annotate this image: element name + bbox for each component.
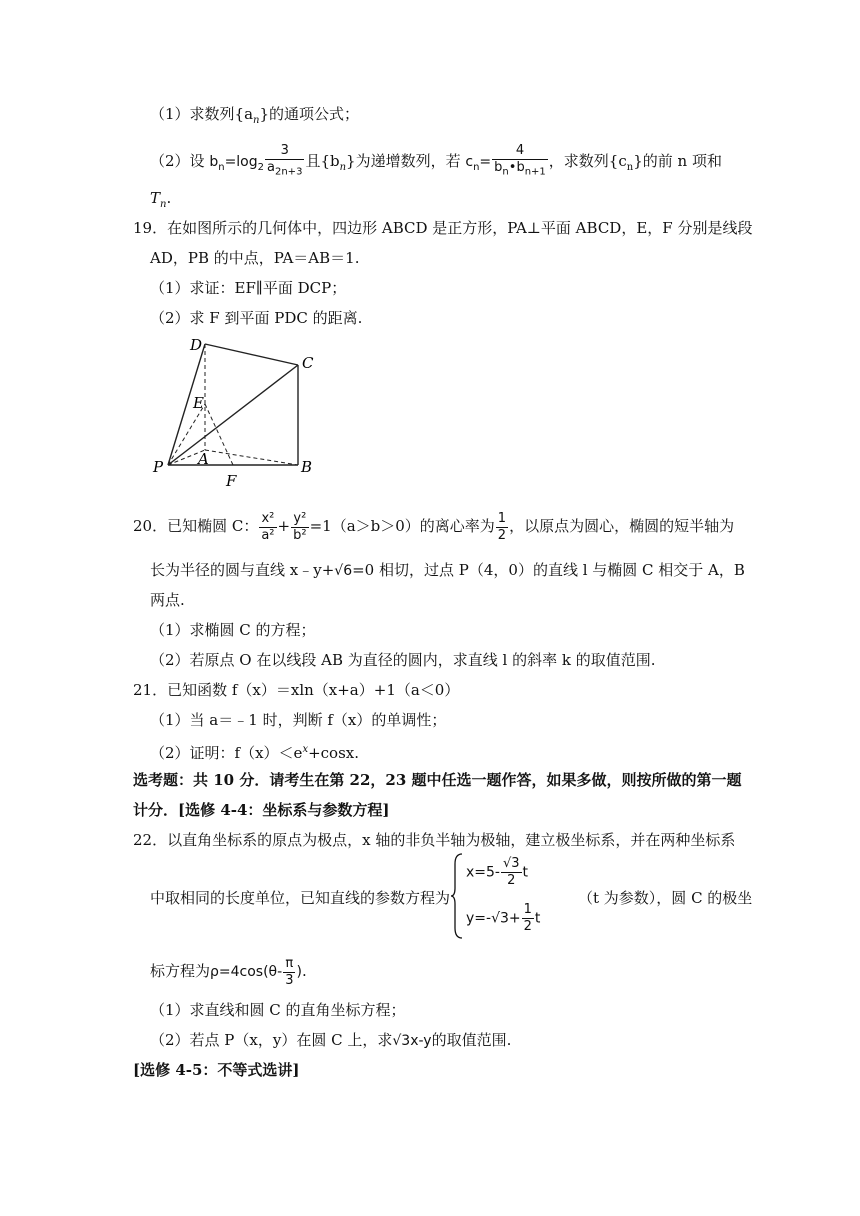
q22-part1: （1）求直线和圆 C 的直角坐标方程；	[150, 1001, 406, 1019]
label-F: F	[226, 472, 237, 490]
q18-part2-cont: $T_n$.	[150, 189, 172, 210]
q19-part2: （2）求 F 到平面 PDC 的距离.	[150, 309, 363, 327]
q22-stem-line2-prefix: 中取相同的长度单位，已知直线的参数方程为	[150, 889, 451, 907]
q19-part1: （1）求证：EF∥平面 DCP；	[150, 279, 347, 297]
q18-part2: （2）设 $b_n=\log_2$ $\frac{3}{a_{2n+3}}$ 且$\{b_n\}$为递增数列，若 $c_n=$ $\frac{4}{b_n•b_{n+1}}$ ，求数列$\{c_n\}$的前 n 项和	[150, 142, 722, 187]
q18-part1: （1）求数列$\{a_n\}$的通项公式；	[150, 105, 360, 126]
q21-part1: （1）当 a＝﹣1 时，判断 f（x）的单调性；	[150, 711, 447, 729]
q21-stem: 21．已知函数 f（x）＝xln（x+a）+1（a＜0）	[133, 681, 460, 699]
section-header-line2: 计分．[选修 4-4：坐标系与参数方程]	[133, 801, 390, 819]
q22-equation-x: x=5- $\frac{√3}{2}$ t	[466, 856, 529, 888]
q20-stem-line2: 长为半径的圆与直线 x﹣y+√6=0 相切，过点 P（4，0）的直线 l 与椭圆 C 相交于 A，B	[150, 561, 745, 579]
q19-geometry-figure	[148, 332, 328, 492]
q22-stem-line3: 标方程为ρ=4cos(θ- $\frac{\pi}{3}$ ).	[150, 955, 307, 988]
q22-stem-line1: 22．以直角坐标系的原点为极点，x 轴的非负半轴为极轴，建立极坐标系，并在两种坐标系	[133, 831, 736, 849]
section-4-5-header: [选修 4-5：不等式选讲]	[133, 1061, 300, 1079]
label-D: D	[190, 336, 203, 354]
q20-stem-line1: 20．已知椭圆 C： $\frac{\text{x²}}{\text{a²}}$ + $\frac{\text{y²}}{\text{b²}}$ =1（a＞b＞0）的离心率为 $\frac{1}{2}$ ，以原点为圆心，椭圆的短半轴为	[133, 510, 735, 543]
q20-stem-line3: 两点.	[150, 591, 185, 609]
q18-log-fraction: $\frac{3}{a_{2n+3}}$	[267, 143, 303, 178]
q20-part1: （1）求椭圆 C 的方程；	[150, 621, 316, 639]
q22-equation-y: y=-√3+ $\frac{1}{2}$ t	[466, 902, 541, 934]
q22-part2: （2）若点 P（x，y）在圆 C 上，求√3x-y的取值范围.	[150, 1031, 512, 1049]
label-E: E	[193, 394, 204, 412]
q19-stem-line1: 19．在如图所示的几何体中，四边形 ABCD 是正方形，PA⊥平面 ABCD，E，F 分别是线段	[133, 219, 753, 237]
label-P: P	[153, 458, 164, 476]
q22-parametric-system	[450, 852, 570, 942]
section-header-line1: 选考题：共 10 分．请考生在第 22，23 题中任选一题作答，如果多做，则按所做的第一题	[133, 771, 742, 789]
label-A: A	[198, 450, 209, 468]
brace-icon	[450, 852, 464, 940]
label-B: B	[301, 458, 313, 476]
q19-stem-line2: AD，PB 的中点，PA＝AB＝1.	[150, 249, 360, 267]
q22-stem-line2-suffix: （t 为参数），圆 C 的极坐	[578, 889, 753, 907]
q20-part2: （2）若原点 O 在以线段 AB 为直径的圆内，求直线 l 的斜率 k 的取值范围.	[150, 651, 656, 669]
q18-c-fraction: $\frac{4}{b_n•b_{n+1}}$	[494, 143, 546, 178]
label-C: C	[302, 354, 314, 372]
q21-part2: （2）证明：$f(x)<e^x+\cos x$.	[150, 744, 360, 762]
